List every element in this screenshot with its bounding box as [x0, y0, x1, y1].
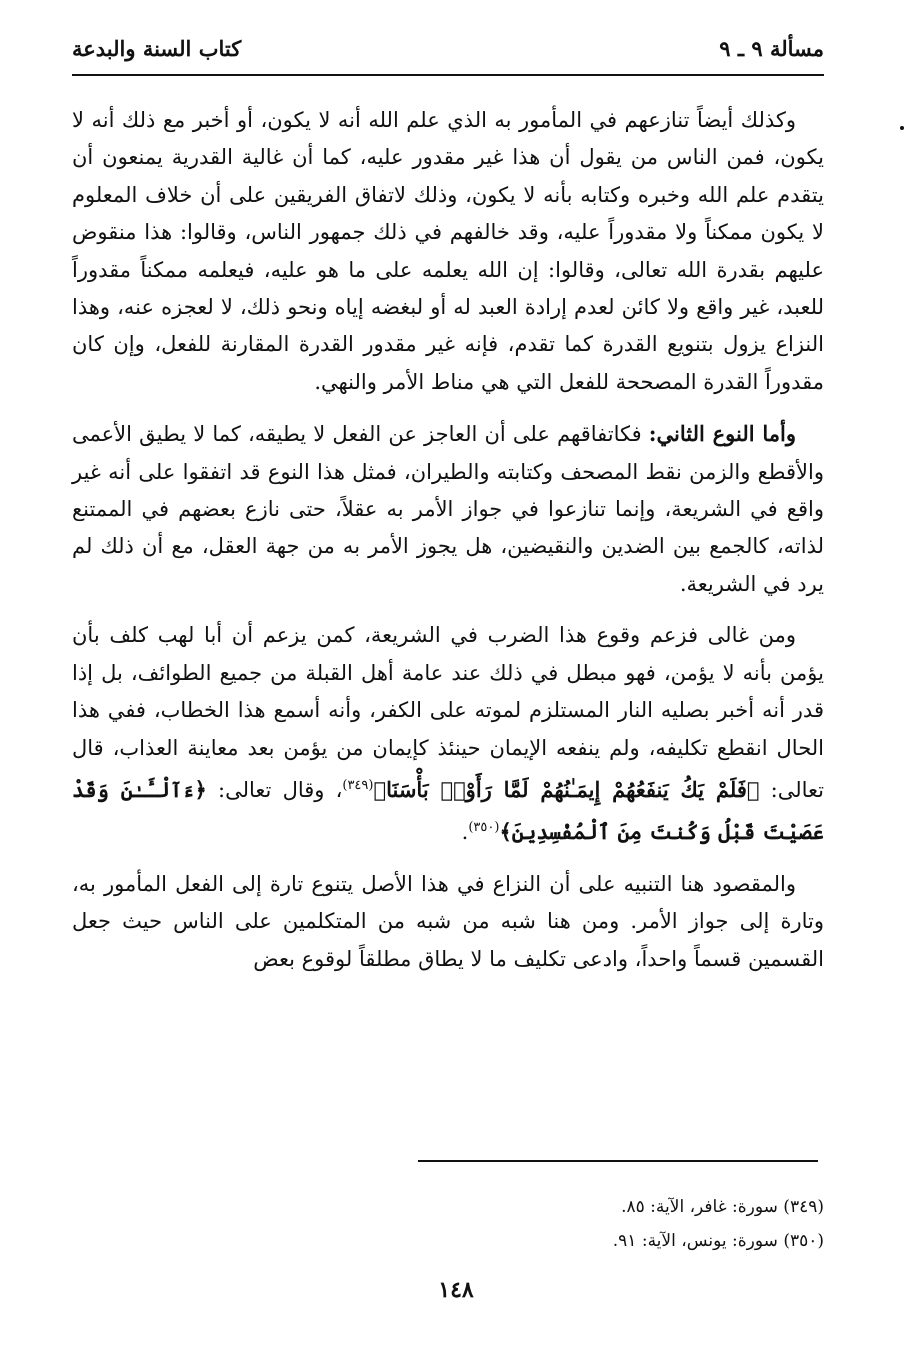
footnote: (٣٥٠) سورة: يونس، الآية: ٩١.: [612, 1231, 824, 1251]
paragraph-text: .: [461, 820, 469, 845]
paragraph-text: ومن غالى فزعم وقوع هذا الضرب في الشريعة، كمن يزعم أن أبا لهب كلف بأن يؤمن بأنه لا يؤمن، فهو مبطل في ذلك عند عامة أهل القبلة من جميع الطوائف، بل إذا قدر أنه أخبر بصليه النار المستلزم لموته على الكفر، وأنه أسمع هذا الخطاب، ففي هذا الحال انقطع تكليفه، ولم ينفعه الإيمان حينئذ كإيمان من يؤمن بعد معاينة العذاب، قال تعالى:: [72, 623, 825, 802]
paragraph-text: والمقصود هنا التنبيه على أن النزاع في هذا الأصل يتنوع تارة إلى الفعل المأمور به، وتارة إلى جواز الأمر. ومن هنا شبه من شبه من المتكلمين على الناس حيث جعل القسمين قسماً واحداً، وادعى تكليف ما لا يطاق مطلقاً لوقوع بعض: [72, 871, 824, 971]
header-rule: [72, 74, 824, 76]
page-number: ١٤٨: [438, 1277, 474, 1303]
footnote: (٣٤٩) سورة: غافر، الآية: ٨٥.: [621, 1197, 824, 1217]
running-header: [72, 36, 824, 70]
footnote-ref: (٣٥٠): [468, 820, 500, 836]
paragraph: [72, 415, 824, 603]
paragraph-text: ، وقال تعالى:: [206, 777, 343, 802]
section-label: مسألة ٩ ـ ٩: [719, 36, 824, 61]
paragraph-text: فكاتفاقهم على أن العاجز عن الفعل لا يطيقه، كما لا يطيق الأعمى والأقطع والزمن نقط المصحف وكتابته والطيران، فمثل هذا النوع قد اتفقوا على أنه غير واقع في الشريعة، وإنما تنازعوا في جواز الأمر به عقلاً، حتى نازع بعضهم في الممتنع لذاته، كالجمع بين الضدين والنقيضين، هل يجوز الأمر به من جهة العقل، مع أن ذلك لم يرد في الشريعة.: [72, 422, 824, 596]
paragraph-text: وكذلك أيضاً تنازعهم في المأمور به الذي علم الله أنه لا يكون، أو أخبر مع ذلك أنه لا يكون، فمن الناس من يقول أن هذا غير مقدور عليه، كما أن غالية القدرية يمنعون أن يتقدم علم الله وخبره وكتابه بأنه لا يكون، وذلك لاتفاق الفريقين على أن خلاف المعلوم لا يكون ممكناً ولا مقدوراً عليه، وقد خالفهم في ذلك جمهور الناس، وقالوا: هذا منقوض عليهم بقدرة الله تعالى، وقالوا: إن الله يعلمه على ما هو عليه، فيعلمه ممكناً مقدوراً للعبد، غير واقع ولا كائن لعدم إرادة العبد له أو لبغضه إياه ونحو ذلك، لا لعجزه عنه، وهذا النزاع يزول بتنويع القدرة كما تقدم، فإنه غير مقدور القدرة المقارنة للفعل، وإن كان مقدوراً القدرة المصححة للفعل التي هي مناط الأمر والنهي.: [72, 108, 824, 394]
paragraph: [72, 617, 824, 851]
paragraph: [72, 866, 824, 978]
book-title: كتاب السنة والبدعة: [72, 36, 242, 61]
footnotes: [72, 1190, 824, 1258]
margin-mark: [900, 126, 904, 130]
main-text: [72, 102, 824, 992]
footnote-rule: [418, 1160, 818, 1162]
quran-verse: ﴿فَلَمْ يَكُ يَنفَعُهُمْ إِيمَـٰنُهُمْ لَمَّا رَأَوْا۟ بَأْسَنَا﴾: [373, 776, 760, 802]
footnote-ref: (٣٤٩): [342, 777, 374, 793]
paragraph-lead: وأما النوع الثاني:: [648, 421, 796, 447]
paragraph: [72, 102, 824, 401]
quran-verse: ﴿ءَآلْـَٔـٰنَ وَقَدْ عَصَيْتَ قَبْلُ وَكُنتَ مِنَ ٱلْمُفْسِدِينَ﴾: [72, 776, 824, 845]
